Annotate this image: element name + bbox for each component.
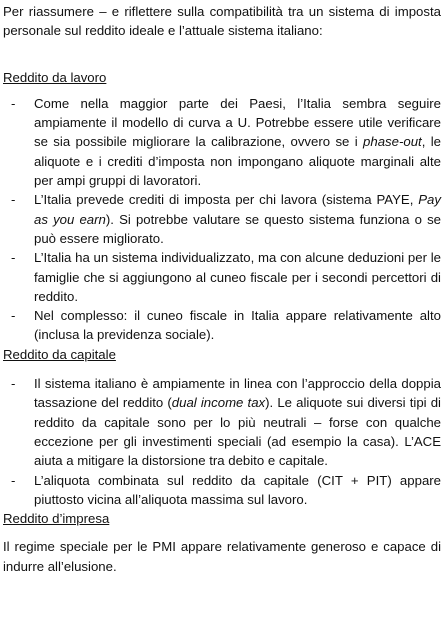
section-heading-labor-income: Reddito da lavoro	[3, 69, 107, 85]
section-heading-business-income: Reddito d’impresa	[3, 511, 110, 527]
list-item: - Il sistema italiano è ampiamente in linea con l’approccio della doppia tassazione del reddito (dual income tax). Le aliquote sui diversi tipi di reddito da capitale sono per lo più neutrali – forse con qualche eccezione per gli investimenti speciali (ad esempio la casa). L’ACE aiuta a mitigare la distorsione tra debito e capitale.	[34, 374, 441, 470]
list-item: - L’aliquota combinata sul reddito da capitale (CIT + PIT) appare piuttosto vicina all’aliquota massima sul lavoro.	[34, 471, 441, 510]
document-page	[3, 2, 441, 576]
section-heading-capital-income: Reddito da capitale	[3, 346, 116, 362]
capital-income-list	[3, 374, 441, 509]
list-item: - Nel complesso: il cuneo fiscale in Italia appare relativamente alto (inclusa la previdenza sociale).	[34, 306, 441, 345]
business-income-paragraph: Il regime speciale per le PMI appare relativamente generoso e capace di indurre all’elusione.	[3, 539, 441, 574]
intro-paragraph: Per riassumere – e riflettere sulla compatibilità tra un sistema di imposta personale sul reddito ideale e l’attuale sistema italiano:	[3, 4, 441, 39]
list-item: - L’Italia prevede crediti di imposta per chi lavora (sistema PAYE, Pay as you earn). Si potrebbe valutare se questo sistema funziona o se può essere migliorato.	[34, 190, 441, 248]
labor-income-list	[3, 94, 441, 345]
list-item: - L’Italia ha un sistema individualizzato, ma con alcune deduzioni per le famiglie che si aggiungono al cuneo fiscale per i secondi percettori di reddito.	[34, 248, 441, 306]
list-item: - Come nella maggior parte dei Paesi, l’Italia sembra seguire ampiamente il modello di curva a U. Potrebbe essere utile verificare se sia possibile migliorare la calibrazione, ovvero se i phase-out, le aliquote e i crediti d’imposta non impongano aliquote marginali alte per ampi gruppi di lavoratori.	[34, 94, 441, 190]
